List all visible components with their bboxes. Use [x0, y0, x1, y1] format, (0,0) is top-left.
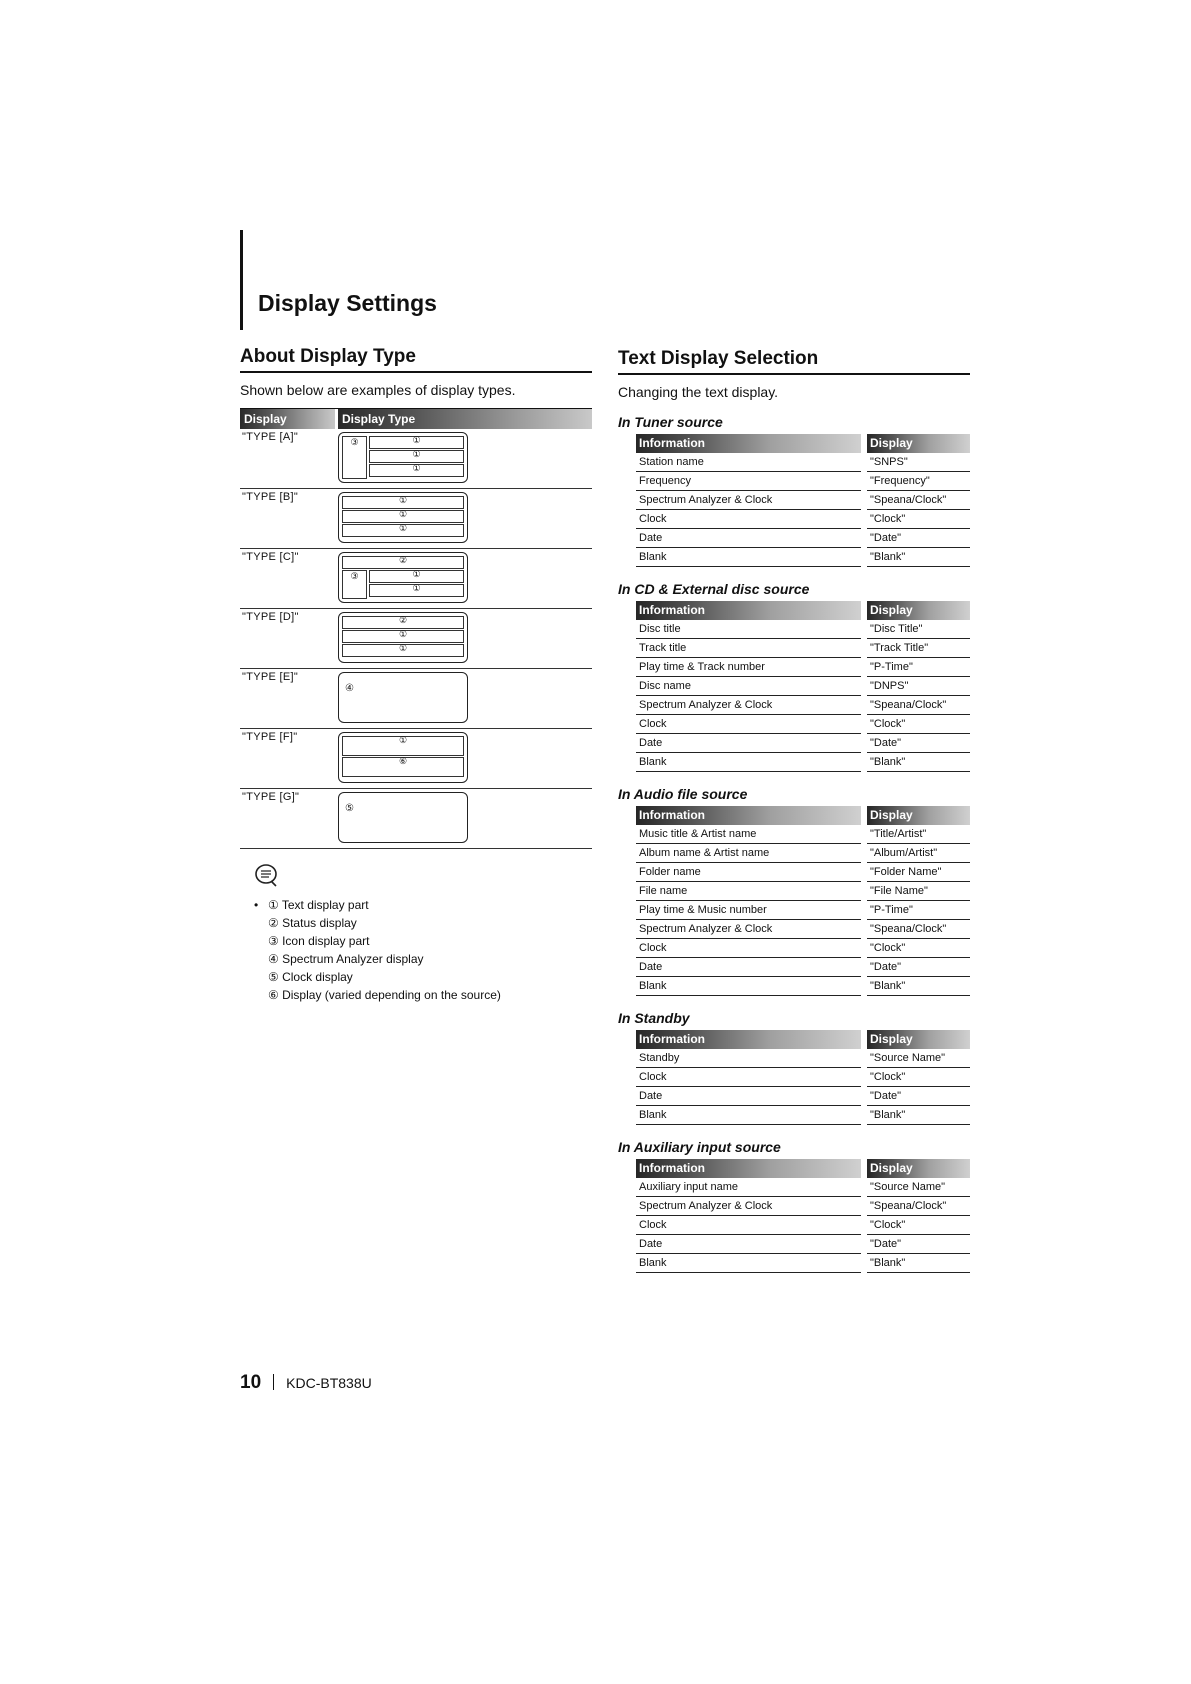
information-cell: Track title: [636, 639, 861, 658]
lcd-band: [342, 616, 464, 629]
table-row: [636, 715, 970, 734]
header-display: Display: [867, 806, 970, 825]
display-cell: "Clock": [867, 510, 970, 529]
information-cell: Station name: [636, 453, 861, 472]
lcd-band: [342, 524, 464, 537]
display-cell: "Source Name": [867, 1178, 970, 1197]
lcd-band: [369, 584, 464, 597]
display-type-row: [240, 609, 592, 669]
display-cell: "Clock": [867, 1216, 970, 1235]
lcd-band: [342, 510, 464, 523]
lcd-band: [342, 556, 464, 569]
table-header: [636, 434, 970, 453]
information-cell: Standby: [636, 1049, 861, 1068]
lcd-diagram: [338, 552, 468, 603]
lcd-band: [342, 644, 464, 657]
information-cell: Blank: [636, 753, 861, 772]
display-cell: "Clock": [867, 715, 970, 734]
display-cell: "Blank": [867, 1254, 970, 1273]
table-row: [636, 491, 970, 510]
header-display: Display: [867, 1030, 970, 1049]
table-row: [636, 734, 970, 753]
note-item: ⑤ Clock display: [268, 970, 353, 984]
display-type-label: "TYPE [D]": [242, 611, 299, 623]
table-row: [636, 753, 970, 772]
information-cell: Date: [636, 529, 861, 548]
table-row: [636, 620, 970, 639]
display-type-header: [240, 408, 592, 429]
lcd-part-number: ①: [398, 643, 408, 653]
information-cell: Frequency: [636, 472, 861, 491]
lcd-part-number: ①: [412, 463, 421, 473]
lcd-part-number: ④: [345, 683, 354, 694]
display-type-row: [240, 429, 592, 489]
table-row: [636, 1068, 970, 1087]
lcd-part-number: ①: [412, 583, 421, 593]
note-item: ② Status display: [268, 916, 357, 930]
source-title: In CD & External disc source: [618, 581, 810, 597]
table-row: [636, 472, 970, 491]
display-type-row: [240, 549, 592, 609]
information-cell: File name: [636, 882, 861, 901]
display-cell: "DNPS": [867, 677, 970, 696]
information-cell: Auxiliary input name: [636, 1178, 861, 1197]
text-display-selection: [618, 348, 970, 1273]
header-information: Information: [636, 1159, 861, 1178]
display-cell: "Title/Artist": [867, 825, 970, 844]
information-cell: Play time & Track number: [636, 658, 861, 677]
lcd-part-number: ①: [398, 629, 408, 639]
display-cell: "P-Time": [867, 658, 970, 677]
table-row: [636, 863, 970, 882]
display-type-row: [240, 789, 592, 849]
lcd-part-number: ②: [398, 615, 408, 625]
information-cell: Spectrum Analyzer & Clock: [636, 920, 861, 939]
display-cell: "Disc Title": [867, 620, 970, 639]
header-display: Display: [867, 601, 970, 620]
header-information: Information: [636, 1030, 861, 1049]
display-type-label: "TYPE [B]": [242, 491, 299, 503]
lcd-diagram: [338, 672, 468, 723]
display-type-label: "TYPE [E]": [242, 671, 299, 683]
section-title: Display Settings: [258, 290, 437, 316]
table-row: [636, 844, 970, 863]
display-cell: "Clock": [867, 1068, 970, 1087]
display-cell: "P-Time": [867, 901, 970, 920]
information-cell: Blank: [636, 977, 861, 996]
lcd-band: [342, 736, 464, 756]
display-type-row: [240, 489, 592, 549]
table-row: [636, 529, 970, 548]
table-row: [636, 1254, 970, 1273]
information-cell: Disc title: [636, 620, 861, 639]
source-title: In Audio file source: [618, 786, 748, 802]
information-cell: Album name & Artist name: [636, 844, 861, 863]
display-cell: "SNPS": [867, 453, 970, 472]
display-cell: "Frequency": [867, 472, 970, 491]
header-information: Information: [636, 601, 861, 620]
lcd-part-number: ⑥: [398, 756, 408, 766]
display-cell: "Speana/Clock": [867, 1197, 970, 1216]
table-row: [636, 696, 970, 715]
display-cell: "Blank": [867, 548, 970, 567]
lcd-band: [369, 436, 464, 449]
table-row: [636, 658, 970, 677]
source-title: In Standby: [618, 1010, 690, 1026]
table-row: [636, 958, 970, 977]
display-cell: "Speana/Clock": [867, 491, 970, 510]
information-cell: Spectrum Analyzer & Clock: [636, 1197, 861, 1216]
header-display: Display: [240, 409, 335, 429]
display-cell: "Source Name": [867, 1049, 970, 1068]
table-row: [636, 639, 970, 658]
information-cell: Clock: [636, 939, 861, 958]
note-list: [254, 896, 592, 1004]
display-cell: "Folder Name": [867, 863, 970, 882]
display-cell: "Blank": [867, 753, 970, 772]
display-type-label: "TYPE [C]": [242, 551, 299, 563]
table-row: [636, 1197, 970, 1216]
lcd-part-number: ①: [412, 449, 421, 459]
source-table: [636, 601, 970, 772]
information-cell: Clock: [636, 1216, 861, 1235]
table-row: [636, 1049, 970, 1068]
table-row: [636, 1178, 970, 1197]
information-cell: Clock: [636, 510, 861, 529]
information-cell: Disc name: [636, 677, 861, 696]
display-cell: "Speana/Clock": [867, 920, 970, 939]
table-row: [636, 453, 970, 472]
source-table: [636, 1159, 970, 1273]
information-cell: Blank: [636, 1254, 861, 1273]
left-heading: About Display Type: [240, 346, 592, 373]
table-row: [636, 1235, 970, 1254]
source-title: In Tuner source: [618, 414, 723, 430]
information-cell: Music title & Artist name: [636, 825, 861, 844]
source-title: In Auxiliary input source: [618, 1139, 781, 1155]
about-display-type: [240, 346, 592, 1004]
lcd-part-number: ①: [398, 735, 408, 745]
table-row: [636, 677, 970, 696]
lcd-icon-part: ③: [342, 436, 367, 479]
lcd-diagram: [338, 732, 468, 783]
table-row: [636, 510, 970, 529]
lcd-part-number: ②: [398, 555, 408, 565]
right-heading: Text Display Selection: [618, 348, 970, 375]
display-cell: "Date": [867, 958, 970, 977]
model-number: KDC-BT838U: [286, 1375, 372, 1391]
page-footer: [240, 1372, 372, 1394]
lcd-part-number: ①: [412, 569, 421, 579]
information-cell: Clock: [636, 1068, 861, 1087]
display-type-row: [240, 669, 592, 729]
display-cell: "File Name": [867, 882, 970, 901]
source-table: [636, 806, 970, 996]
display-cell: "Date": [867, 1087, 970, 1106]
table-row: [636, 977, 970, 996]
note-item: ④ Spectrum Analyzer display: [268, 952, 424, 966]
header-display-type: Display Type: [335, 409, 592, 429]
information-cell: Blank: [636, 548, 861, 567]
lcd-part-number: ①: [398, 523, 408, 533]
lcd-part-number: ①: [412, 435, 421, 445]
lcd-band: [342, 630, 464, 643]
header-information: Information: [636, 434, 861, 453]
source-tables: [618, 414, 970, 1273]
source-table: [636, 434, 970, 567]
display-cell: "Speana/Clock": [867, 696, 970, 715]
source-table: [636, 1030, 970, 1125]
lcd-band: [369, 570, 464, 583]
information-cell: Clock: [636, 715, 861, 734]
lcd-diagram: [338, 432, 468, 483]
display-cell: "Date": [867, 529, 970, 548]
lcd-band: [369, 450, 464, 463]
display-type-label: "TYPE [F]": [242, 731, 298, 743]
information-cell: Play time & Music number: [636, 901, 861, 920]
lcd-part-number: ⑤: [345, 803, 354, 814]
table-row: [636, 882, 970, 901]
lcd-diagram: [338, 612, 468, 663]
table-header: [636, 1159, 970, 1178]
header-display: Display: [867, 1159, 970, 1178]
display-type-rows: [240, 429, 592, 849]
information-cell: Date: [636, 958, 861, 977]
table-row: [636, 920, 970, 939]
table-row: [636, 548, 970, 567]
information-cell: Date: [636, 1235, 861, 1254]
display-cell: "Date": [867, 1235, 970, 1254]
note-item: ③ Icon display part: [268, 934, 370, 948]
display-cell: "Clock": [867, 939, 970, 958]
footer-separator: [273, 1374, 274, 1390]
lcd-icon-part: ③: [342, 570, 367, 599]
table-header: [636, 806, 970, 825]
header-display: Display: [867, 434, 970, 453]
note-item: • ① Text display part: [254, 896, 592, 914]
table-row: [636, 1106, 970, 1125]
lcd-diagram: [338, 792, 468, 843]
lcd-band: [369, 464, 464, 477]
lcd-diagram: [338, 492, 468, 543]
note-item: ⑥ Display (varied depending on the source): [268, 988, 501, 1002]
display-cell: "Blank": [867, 1106, 970, 1125]
display-type-row: [240, 729, 592, 789]
table-row: [636, 1216, 970, 1235]
section-bar: [240, 230, 243, 330]
display-cell: "Blank": [867, 977, 970, 996]
information-cell: Date: [636, 1087, 861, 1106]
lcd-part-number: ①: [398, 495, 408, 505]
table-row: [636, 1087, 970, 1106]
right-intro: Changing the text display.: [618, 384, 779, 400]
note-icon: [254, 863, 280, 887]
table-row: [636, 939, 970, 958]
information-cell: Spectrum Analyzer & Clock: [636, 491, 861, 510]
information-cell: Spectrum Analyzer & Clock: [636, 696, 861, 715]
table-row: [636, 825, 970, 844]
table-header: [636, 601, 970, 620]
left-intro: Shown below are examples of display types.: [240, 382, 516, 398]
display-cell: "Track Title": [867, 639, 970, 658]
display-type-label: "TYPE [A]": [242, 431, 299, 443]
display-cell: "Date": [867, 734, 970, 753]
information-cell: Blank: [636, 1106, 861, 1125]
table-header: [636, 1030, 970, 1049]
lcd-band: [342, 757, 464, 777]
header-information: Information: [636, 806, 861, 825]
page-number: 10: [240, 1372, 262, 1393]
display-type-label: "TYPE [G]": [242, 791, 300, 803]
information-cell: Date: [636, 734, 861, 753]
information-cell: Folder name: [636, 863, 861, 882]
lcd-band: [342, 496, 464, 509]
lcd-part-number: ①: [398, 509, 408, 519]
display-cell: "Album/Artist": [867, 844, 970, 863]
table-row: [636, 901, 970, 920]
